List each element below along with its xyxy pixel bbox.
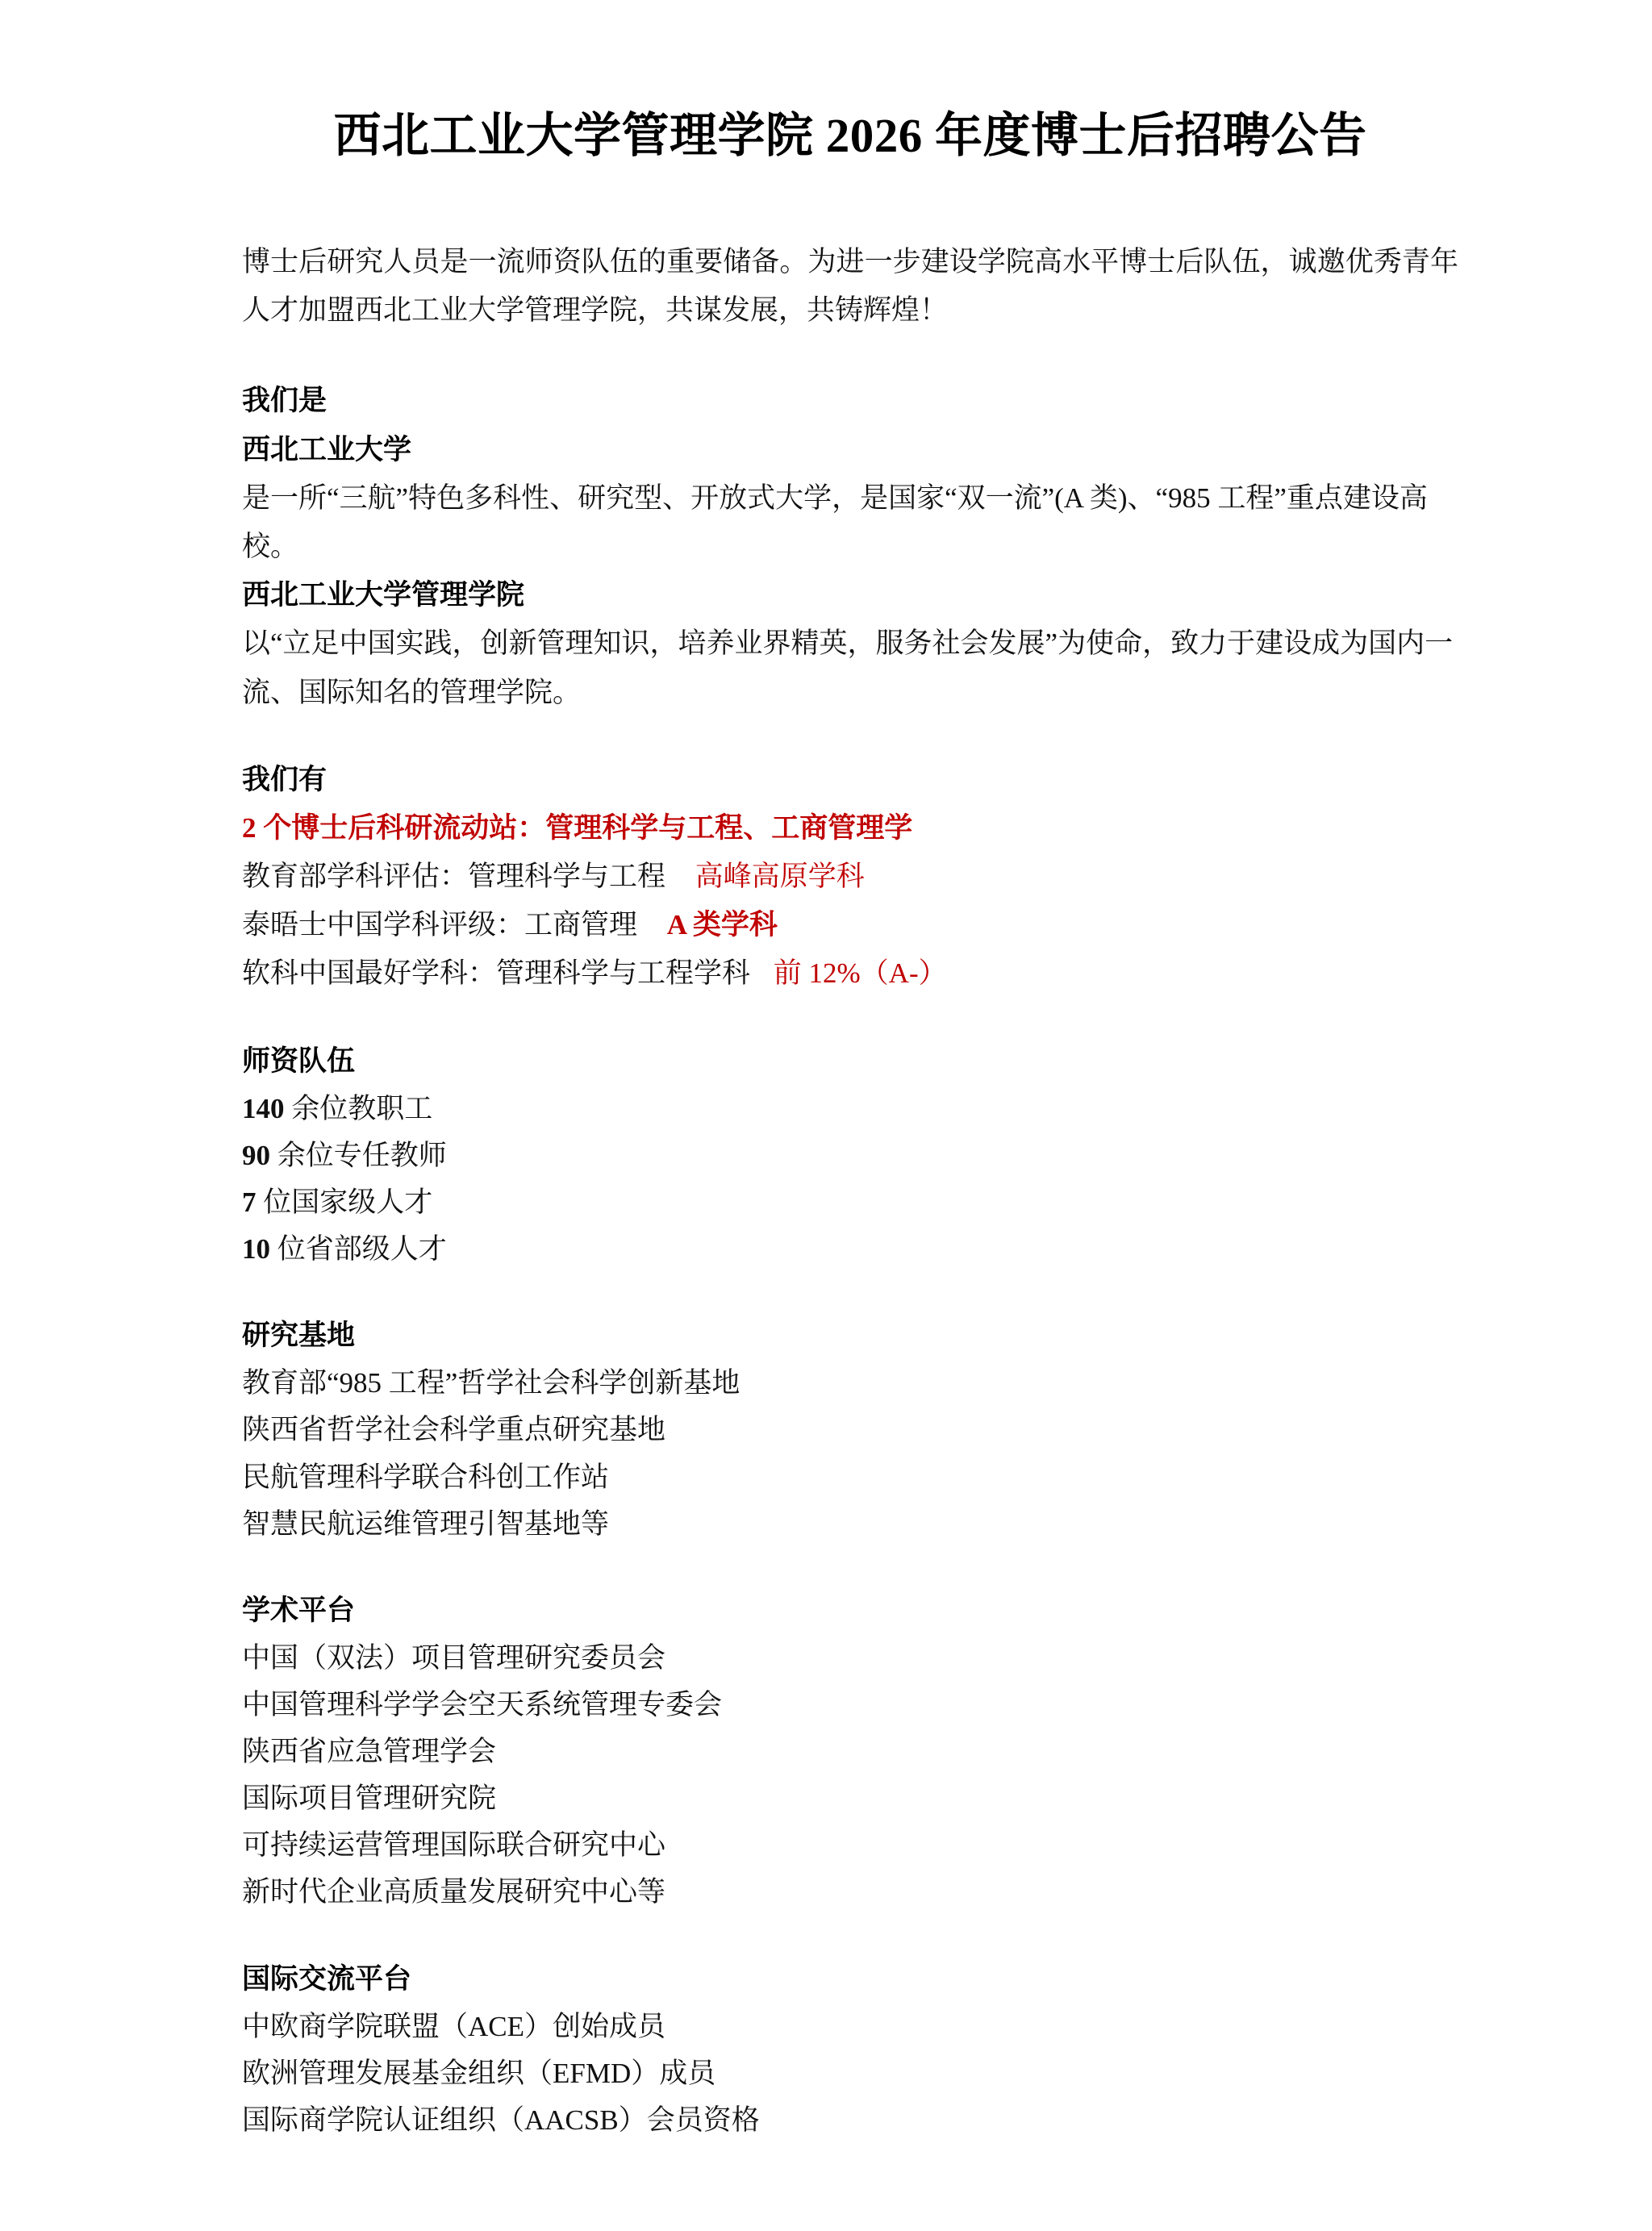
section-academic-platforms: [242, 1587, 1458, 1916]
list-item: 可持续运营管理国际联合研究中心: [242, 1829, 666, 1862]
list-item: 国际项目管理研究院: [242, 1783, 497, 1815]
section-heading: 学术平台: [242, 1594, 356, 1626]
list-item: 中国管理科学学会空天系统管理专委会: [242, 1689, 723, 1721]
page-title: 西北工业大学管理学院 2026 年度博士后招聘公告: [333, 109, 1367, 162]
times-rating-line: [242, 901, 1458, 949]
shanghai-ranking-line: [242, 949, 1458, 998]
section-heading: 我们有: [242, 763, 327, 795]
list-item: 中国（双法）项目管理研究委员会: [242, 1641, 666, 1674]
section-faculty: [242, 1037, 1458, 1274]
sub-heading-school: 西北工业大学管理学院: [242, 579, 525, 611]
faculty-stat-label: 位省部级人才: [270, 1233, 447, 1266]
list-item: 民航管理科学联合科创工作站: [242, 1461, 610, 1493]
times-rating-highlight: A 类学科: [666, 909, 778, 941]
faculty-stat-number: 90: [242, 1139, 270, 1171]
list-item: 智慧民航运维管理引智基地等: [242, 1507, 610, 1540]
faculty-stat-label: 位国家级人才: [256, 1186, 433, 1218]
faculty-stat-number: 140: [242, 1092, 285, 1124]
list-item: 欧洲管理发展基金组织（EFMD）成员: [242, 2057, 716, 2089]
moe-evaluation-label: 教育部学科评估：管理科学与工程: [242, 861, 666, 893]
faculty-stat-row: [242, 1226, 1458, 1273]
section-heading: 国际交流平台: [242, 1962, 412, 1995]
university-description: 是一所“三航”特色多科性、研究型、开放式大学，是国家“双一流”(A 类)、“985 工程”重点建设高校。: [242, 482, 1428, 562]
faculty-stat-row: [242, 1086, 1458, 1132]
faculty-stat-row: [242, 1132, 1458, 1179]
faculty-stat-number: 10: [242, 1233, 270, 1266]
section-heading: 我们是: [242, 385, 327, 417]
shanghai-ranking-highlight: 前 12%（A-）: [773, 957, 947, 990]
list-item: 陕西省哲学社会科学重点研究基地: [242, 1414, 666, 1446]
times-rating-label: 泰晤士中国学科评级：工商管理: [242, 909, 638, 941]
list-item: 国际商学院认证组织（AACSB）会员资格: [242, 2104, 760, 2136]
faculty-stat-number: 7: [242, 1186, 257, 1218]
school-description: 以“立足中国实践，创新管理知识，培养业界精英，服务社会发展”为使命，致力于建设成为国内一流、国际知名的管理学院。: [242, 628, 1454, 708]
moe-evaluation-highlight: 高峰高原学科: [695, 861, 865, 893]
section-we-are: [242, 377, 1458, 716]
list-item: 中欧商学院联盟（ACE）创始成员: [242, 2010, 666, 2042]
faculty-stat-label: 余位教职工: [284, 1092, 433, 1124]
list-item: 陕西省应急管理学会: [242, 1736, 497, 1768]
sub-heading-university: 西北工业大学: [242, 433, 412, 465]
section-heading: 师资队伍: [242, 1045, 356, 1077]
section-we-have: [242, 756, 1458, 999]
section-research-bases: [242, 1311, 1458, 1548]
list-item: 教育部“985 工程”哲学社会科学创新基地: [242, 1367, 740, 1399]
list-item: 新时代企业高质量发展研究中心等: [242, 1876, 666, 1908]
intro-paragraph: 博士后研究人员是一流师资队伍的重要储备。为进一步建设学院高水平博士后队伍，诚邀优秀青年人才加盟西北工业大学管理学院，共谋发展，共铸辉煌！: [242, 246, 1458, 327]
moe-evaluation-line: [242, 853, 1458, 901]
postdoc-stations-line: 2 个博士后科研流动站：管理科学与工程、工商管理学: [242, 811, 913, 844]
section-international-platforms: [242, 1955, 1458, 2144]
section-heading: 研究基地: [242, 1320, 356, 1352]
faculty-stat-row: [242, 1179, 1458, 1226]
shanghai-ranking-label: 软科中国最好学科：管理科学与工程学科: [242, 957, 751, 990]
faculty-stat-label: 余位专任教师: [270, 1139, 447, 1171]
